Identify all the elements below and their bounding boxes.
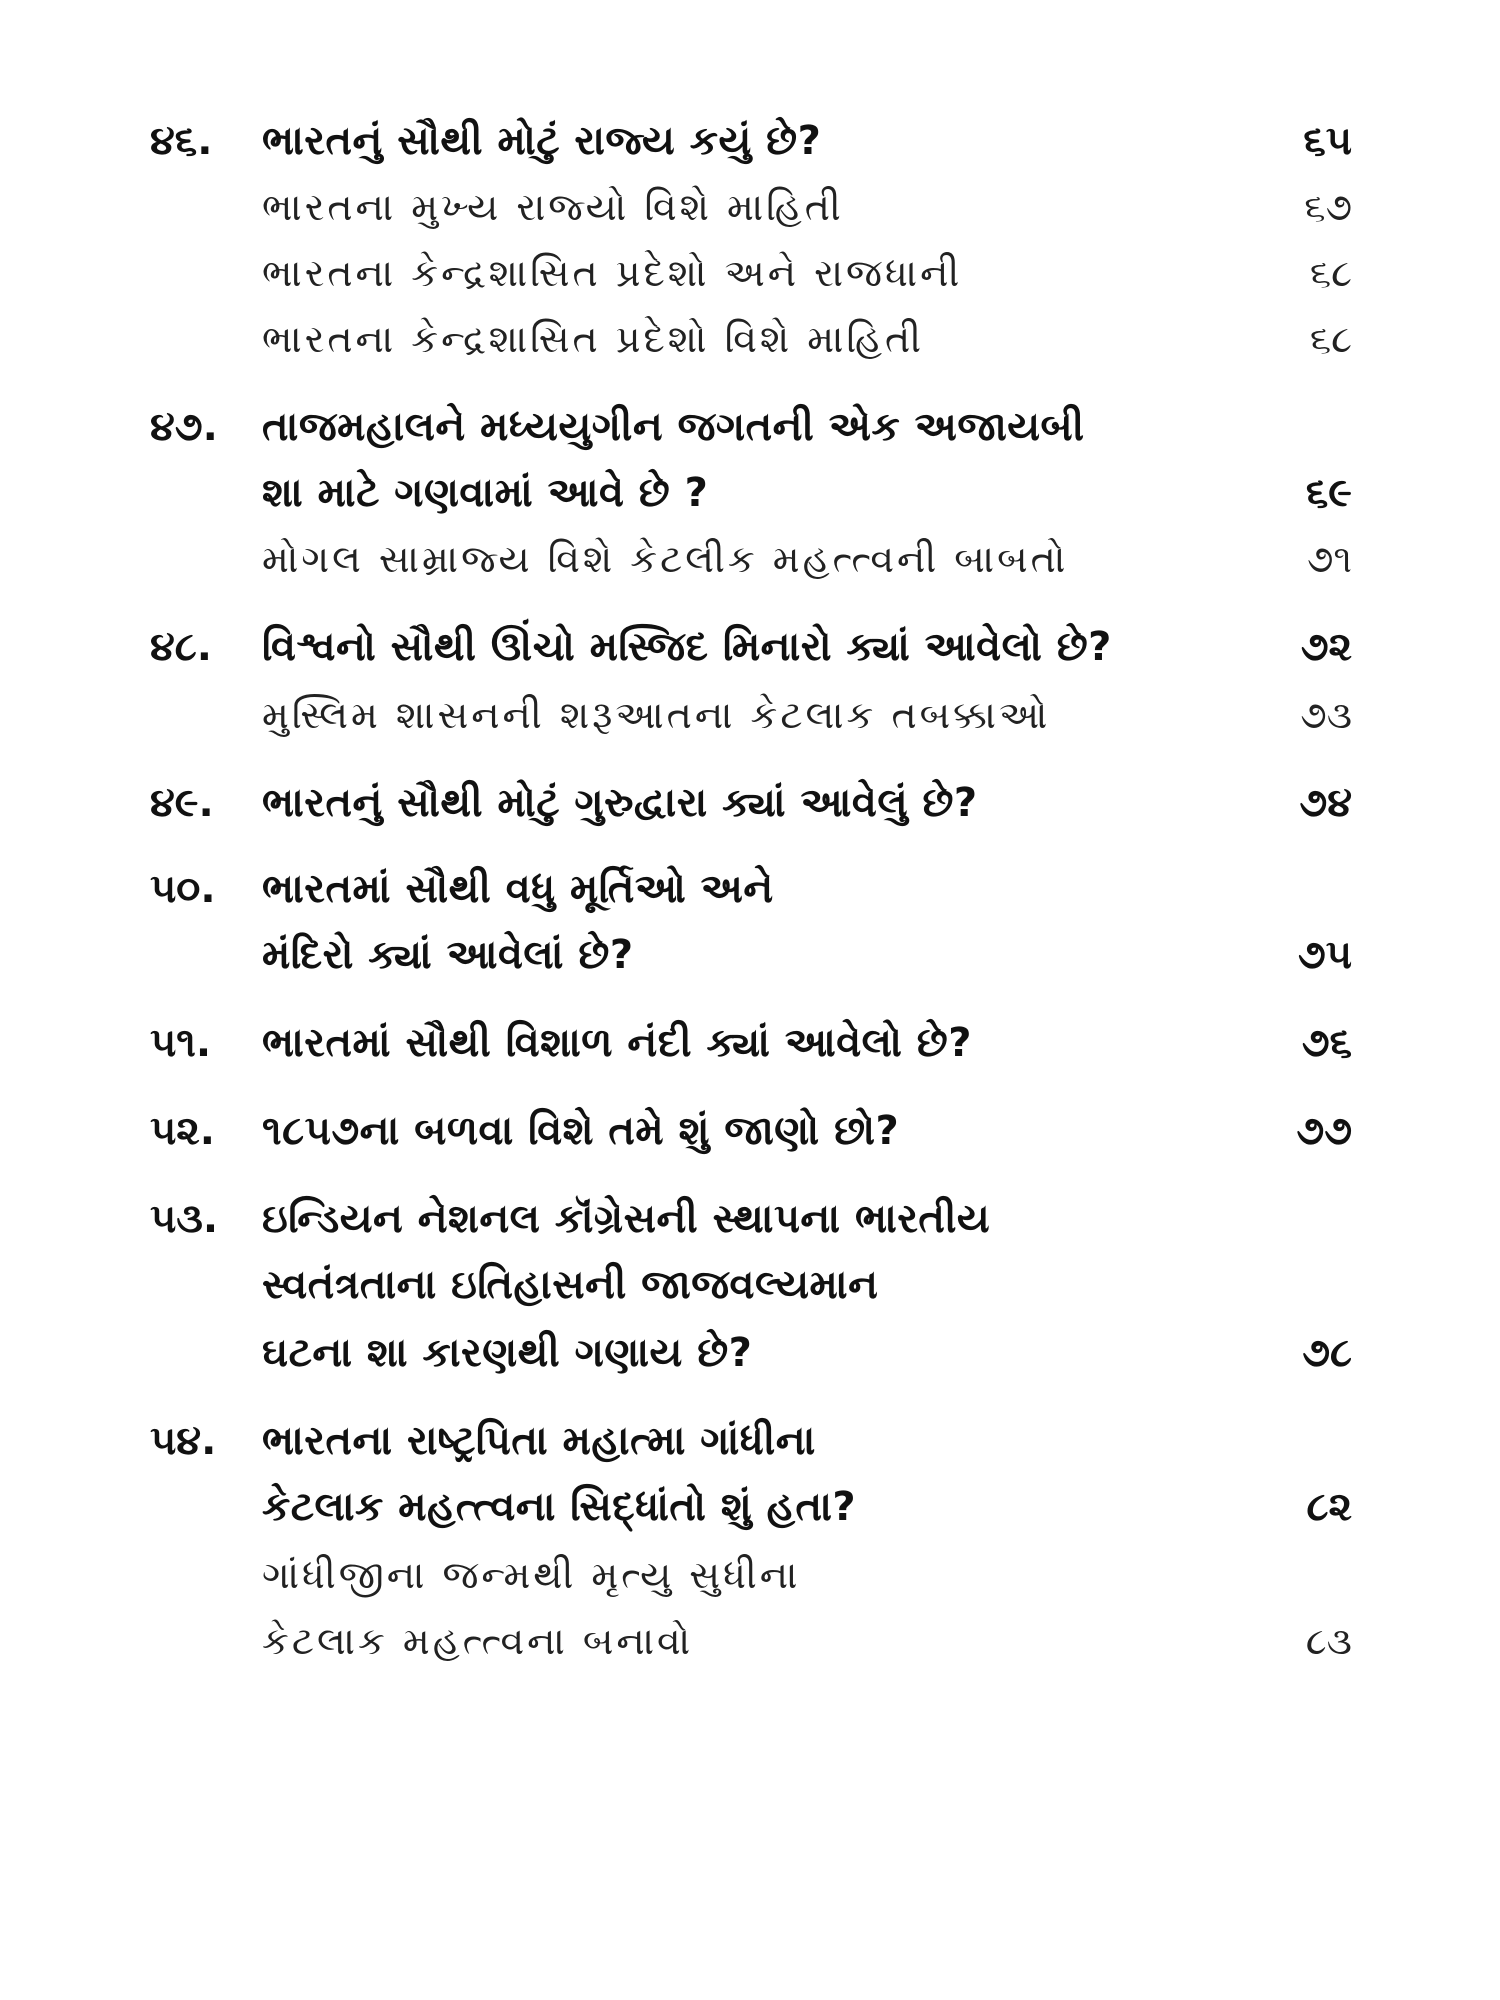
entry-number: ૫૪. [150, 1418, 217, 1464]
entry-title-line2: સ્વતંત્રતાના ઇતિહાસની જાજવલ્યમાન [262, 1262, 879, 1308]
subentry-page: ૬૮ [1309, 317, 1352, 361]
entry-page: ૭૫ [1297, 932, 1352, 978]
toc-entry-46 [0, 106, 1500, 176]
entry-page: ૭૪ [1299, 780, 1352, 826]
subentry-title-line2: કેટલાક મહત્ત્વના બનાવો [262, 1619, 694, 1663]
entry-number: ૫૨. [150, 1108, 215, 1154]
entry-page: ૭૨ [1300, 624, 1352, 670]
toc-entry-47 [0, 392, 1500, 462]
subentry-title: ભારતના કેન્દ્રશાસિત પ્રદેશો અને રાજધાની [262, 251, 963, 295]
entry-title: વિશ્વનો સૌથી ઊંચો મસ્જિદ મિનારો ક્યાં આવેલો છે? [262, 624, 1112, 670]
entry-number: ૪૮. [150, 624, 212, 670]
entry-title: ૧૮૫૭ના બળવા વિશે તમે શું જાણો છો? [262, 1108, 900, 1154]
toc-entry-53-cont [0, 1318, 1500, 1388]
subentry-title: મોગલ સામ્રાજ્ય વિશે કેટલીક મહત્ત્વની બાબતો [262, 537, 1069, 581]
subentry-page: ૬૭ [1304, 185, 1352, 229]
toc-entry-53 [0, 1184, 1500, 1254]
toc-entry-52 [0, 1096, 1500, 1166]
toc-subentry [0, 304, 1500, 374]
entry-title: ભારતનું સૌથી મોટું રાજ્ય કયું છે? [262, 118, 822, 164]
toc-entry-50-cont [0, 920, 1500, 990]
toc-entry-51 [0, 1008, 1500, 1078]
entry-number: ૪૭. [150, 404, 218, 450]
entry-title-line2: શા માટે ગણવામાં આવે છે ? [262, 470, 709, 516]
entry-page: ૬૯ [1305, 470, 1352, 516]
entry-page: ૭૭ [1296, 1108, 1352, 1154]
subentry-title: ભારતના મુખ્ય રાજ્યો વિશે માહિતી [262, 185, 844, 229]
entry-title: ભારતમાં સૌથી વિશાળ નંદી ક્યાં આવેલો છે? [262, 1020, 972, 1066]
toc-entry-54 [0, 1406, 1500, 1476]
toc-subentry [0, 238, 1500, 308]
toc-entry-49 [0, 768, 1500, 838]
entry-number: ૪૯. [150, 780, 214, 826]
toc-subentry-cont [0, 1606, 1500, 1676]
entry-title-line1: ઇન્ડિયન નેશનલ કૉંગ્રેસની સ્થાપના ભારતીય [262, 1196, 991, 1242]
entry-page: ૮૨ [1306, 1484, 1352, 1530]
entry-title-line1: તાજમહાલને મધ્યયુગીન જગતની એક અજાયબી [262, 404, 1085, 450]
toc-entry-53-cont [0, 1250, 1500, 1320]
entry-number: ૫૩. [150, 1196, 219, 1242]
toc-entry-48 [0, 612, 1500, 682]
subentry-page: ૮૩ [1305, 1619, 1352, 1663]
toc-subentry [0, 172, 1500, 242]
entry-page: ૭૮ [1302, 1330, 1352, 1376]
toc-entry-54-cont [0, 1472, 1500, 1542]
entry-number: ૫૦. [150, 866, 216, 912]
toc-subentry [0, 680, 1500, 750]
entry-title-line1: ભારતના રાષ્ટ્રપિતા મહાત્મા ગાંધીના [262, 1418, 816, 1464]
entry-number: ૪૬. [150, 118, 213, 164]
toc-entry-50 [0, 854, 1500, 924]
subentry-page: ૬૮ [1309, 251, 1352, 295]
subentry-title: મુસ્લિમ શાસનની શરૂઆતના કેટલાક તબક્કાઓ [262, 693, 1051, 737]
entry-page: ૬૫ [1303, 118, 1352, 164]
entry-title-line2: મંદિરો ક્યાં આવેલાં છે? [262, 932, 634, 978]
entry-number: ૫૧. [150, 1020, 212, 1066]
entry-title-line2: કેટલાક મહત્ત્વના સિદ્ધાંતો શું હતા? [262, 1484, 857, 1530]
toc-entry-47-cont [0, 458, 1500, 528]
entry-title-line1: ભારતમાં સૌથી વધુ મૂર્તિઓ અને [262, 866, 774, 912]
toc-subentry [0, 524, 1500, 594]
subentry-page: ૭૧ [1306, 537, 1352, 581]
entry-page: ૭૬ [1301, 1020, 1352, 1066]
entry-title-line3: ઘટના શા કારણથી ગણાય છે? [262, 1330, 753, 1376]
toc-subentry [0, 1540, 1500, 1610]
subentry-title-line1: ગાંધીજીના જન્મથી મૃત્યુ સુધીના [262, 1553, 801, 1597]
entry-title: ભારતનું સૌથી મોટું ગુરુદ્વારા ક્યાં આવેલું છે? [262, 780, 978, 826]
subentry-page: ૭૩ [1300, 693, 1352, 737]
subentry-title: ભારતના કેન્દ્રશાસિત પ્રદેશો વિશે માહિતી [262, 317, 925, 361]
